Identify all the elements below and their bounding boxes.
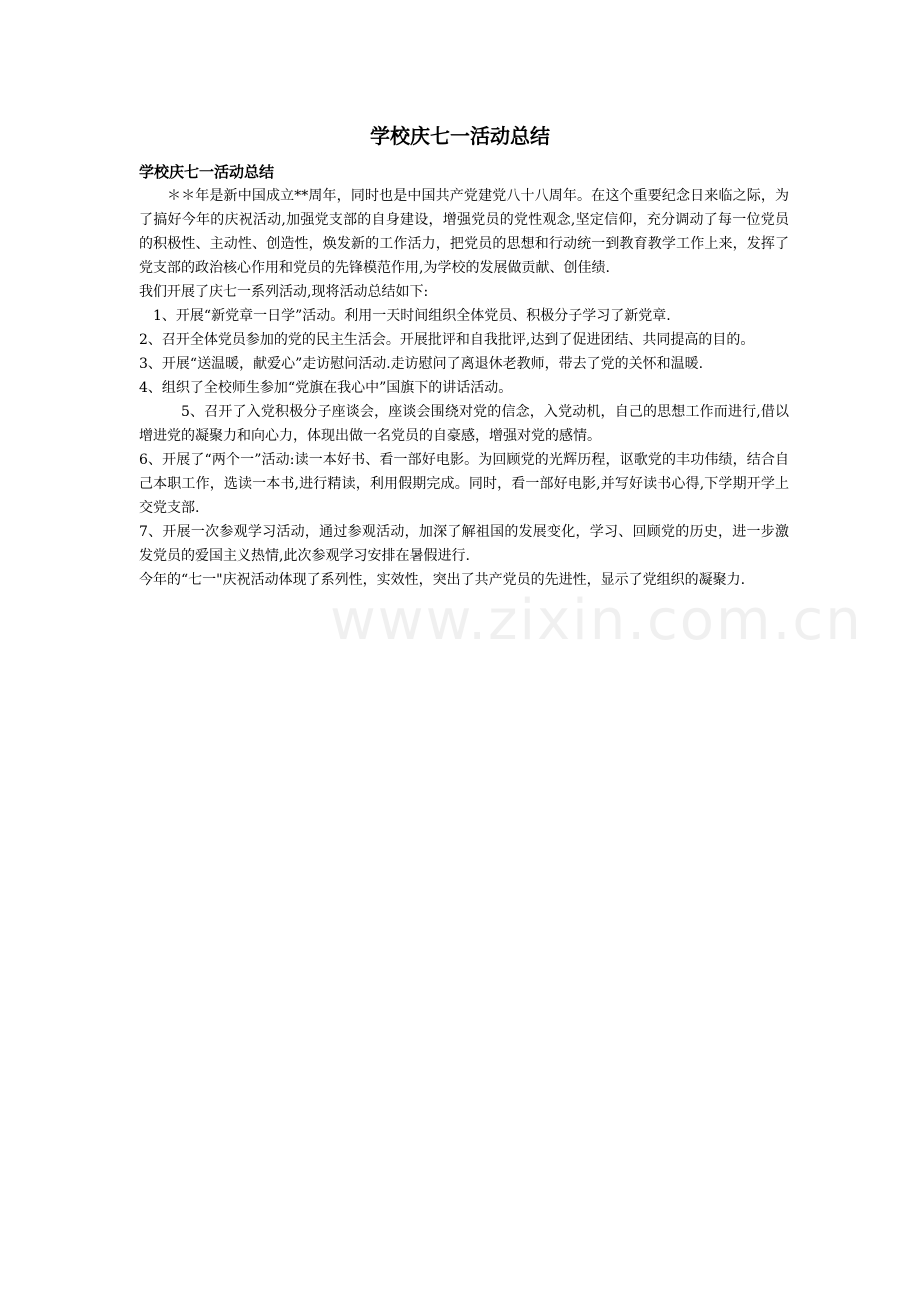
activity-item-1: 1、开展“新党章一日学”活动。利用一天时间组织全体党员、积极分子学习了新党章. <box>153 308 671 324</box>
activity-item-4: 4、组织了全校师生参加“党旗在我心中”国旗下的讲话活动。 <box>139 380 513 396</box>
activity-item-7: 7、开展一次参观学习活动，通过参观活动，加深了解祖国的发展变化，学习、回顾党的历史，进一步激发党员的爱国主义热情,此次参观学习安排在暑假进行. <box>139 524 789 564</box>
section-heading: 学校庆七一活动总结 <box>139 163 275 181</box>
closing-paragraph: 今年的“七一"庆祝活动体现了系列性，实效性，突出了共产党员的先进性，显示了党组织的凝聚力. <box>139 572 746 588</box>
activity-item-6: 6、开展了“两个一”活动:读一本好书、看一部好电影。为回顾党的光辉历程，讴歌党的丰功伟绩，结合自己本职工作，选读一本书,进行精读，利用假期完成。同时，看一部好电影,并写好读书心得,下学期开学上交党支部. <box>139 452 789 516</box>
document-body <box>139 160 789 592</box>
intro-paragraph: ＊＊年是新中国成立**周年，同时也是中国共产党建党八十八周年。在这个重要纪念日来临之际，为了搞好今年的庆祝活动,加强党支部的自身建设，增强党员的党性观念,坚定信仰，充分调动了每一位党员的积极性、主动性、创造性，焕发新的工作活力，把党员的思想和行动统一到教育教学工作上来，发挥了党支部的政治核心作用和党员的先锋模范作用,为学校的发展做贡献、创佳绩. <box>139 188 789 276</box>
activity-item-5: 5、召开了入党积极分子座谈会，座谈会围绕对党的信念，入党动机，自己的思想工作而进行,借以增进党的凝聚力和向心力，体现出做一名党员的自豪感，增强对党的感情。 <box>139 404 789 444</box>
watermark: www.zixin.com.cn <box>330 588 863 653</box>
document-title: 学校庆七一活动总结 <box>370 124 550 148</box>
activity-item-2: 2、召开全体党员参加的党的民主生活会。开展批评和自我批评,达到了促进团结、共同提高的目的。 <box>139 332 755 348</box>
summary-lead-paragraph: 我们开展了庆七一系列活动,现将活动总结如下: <box>139 284 429 300</box>
activity-item-3: 3、开展“送温暖，献爱心”走访慰问活动.走访慰问了离退休老教师，带去了党的关怀和温暖. <box>139 356 704 372</box>
